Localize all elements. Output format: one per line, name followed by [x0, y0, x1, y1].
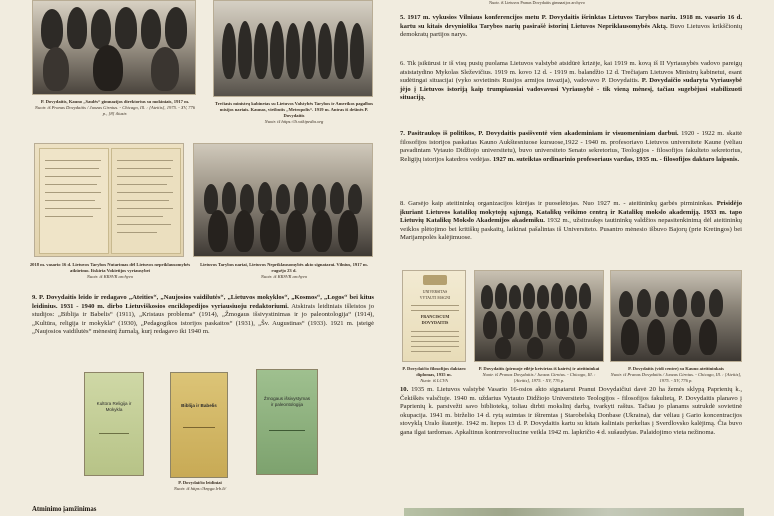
book-biblija: Biblija ir Babelis	[170, 372, 228, 478]
caption-books: P. Dovydaičio leidiniai Nuotr. iš https://knyga.lrb.lt/	[173, 480, 227, 491]
photo-ateitininkai-group	[474, 270, 604, 362]
photo-ministers-cabinet	[213, 0, 373, 97]
caption-photo-7: P. Dovydaitis (pirmoje eilėje ketvirtas iš kairės) ir ateitininkai Nuotr. iš Pranas Dovydaitis / Juozas Girnius. - Chicago, Ill. : [Ateitis], 1975. - XV, 776 p.	[478, 366, 600, 383]
bottom-photo-strip	[404, 508, 744, 516]
photo-act-document	[34, 143, 184, 257]
book-kultura: Kultūra Religija ir Mokykla	[84, 372, 144, 476]
paragraph-5: 5. 1917 m. vykusios Vilniaus konferencijos metu P. Dovydaitis išrinktas Lietuvos Tarybos nariu. 1918 m. vasario 16 d. kartu su kitais devyniolika Tarybos narių pasirašė istorinį Lietuvos Nepriklausomybės Aktą. Buvo Lietuvos krikščionių demokratų partijos narys.	[400, 14, 742, 39]
caption-photo-2: Trečiasis ministrų kabinetas su Lietuvos Valstybės Tarybos ir Amerikos pagalbos misijos nariais. Kaunas, viešbutis „Metropolis“. 1919 m. Antras iš dešinės P. Dovydaitis Nuotr. iš https://lt.wikipedia.org	[214, 101, 374, 124]
paragraph-9: 9. P. Dovydaitis leido ir redagavo „Ateities“, „Naujosios vaidilutės“, „Lietuvos mokyklos“, „Kosmos“, „Logos“ bei kitus leidinius. 1931 - 1940 m. dirbo Lietuviškosios enciklopedijos vyriausiuoju redaktoriumi. Atskirais leidiniais išleistos jo studijos: „Biblija ir Babelis“ (1911), „Kristaus problema“ (1914), „Žmogaus išsivystinimas ir jo paleontologija“ (1914), „Kultūra, religija ir mokykla“ (1930), „Pedagogikos istorijos paskaitos“ (1931), „Šv. Augustinas“ (1933). 1921 m. įsteigė „Naujosios vaidilutės“ mėnesinį žurnalą, kurį redagavo iki 1940 m.	[32, 294, 374, 336]
caption-photo-4: Lietuvos Tarybos nariai, Lietuvos Nepriklausomybės akto signatarai. Vilnius, 1917 m. rugsėjo 23 d. Nuotr. iš KRSVR archyvo	[200, 262, 368, 279]
book-zmogaus: Žmogaus išsivystymas ir paleontologija	[256, 369, 318, 475]
caption-diploma: P. Dovydaičio filosofijos daktaro diplomas, 1935 m. Nuotr. iš LCVA	[402, 366, 466, 383]
paragraph-8: 8. Garsėjo kaip ateitininkų organizacijos kūrėjas ir puoselėtojas. Nuo 1927 m. - ateitininkų garbės pirmininkas. Prisidėjo įkuriant Lietuvos katalikų mokytojų sąjungą, Katalikų veikimo centrą ir Katalikų mokslo akademiją. 1933 m. tapo Lietuvių Katalikų Mokslo Akademijos akademiku. 1932 m., užsitraukęs tautininkų valdžios nepasitenkinimą dėl ateitininkų veiklos plėtojimo bei kritiškų paskaitų, laikinai pašalintas iš Universiteto. Pusantro mėnesio išbuvo Bajorų (prie Kretingos) bei Marijampolės kalėjimuose.	[400, 200, 742, 242]
photo-school-director	[32, 0, 196, 95]
paragraph-7: 7. Pasitraukęs iš politikos, P. Dovydaitis pasišventė vien akademiniam ir visuomeniniam darbui. 1920 - 1922 m. skaitė filosofijos istorijos paskaitas Kauno Aukštesniuose kursuose,1922 - 1940 m. profesoriavo Lietuvos universitete Kaune (vėliau pavadintam Vytauto Didžiojo universitetu), buvo universiteto Senato sekretorius, Teologijos - filosofijos fakulteto sekretorius, Religijų istorijos katedros vedėjas. 1927 m. suteiktas ordinarinio profesoriaus vardas, 1935 m. - filosofijos daktaro laipsnis.	[400, 130, 742, 163]
paragraph-10: 10. 1935 m. Lietuvos valstybė Vasario 16-osios akto signatarui Pranui Dovydaičiui davė 20 ha žemės sklypą Paprienių k., Čekiškės valsčiuje. 1940 m. uždarius Vytauto Didžiojo Universiteto Teologijos - filosofijos fakultetą, P. Dovydaitis planavo į Paprienių k. parsivežti savo biblioteką, toliau dirbti mokslinį darbą, tvarkyti raštus. Tačiau jo planams sutrukdė sovietinė okupacija. 1941 m. birželio 14 d. rytą suimtas ir ištremtas į Starobelską Donbase (Ukraina), dar vėliau į Gario koncentracijos stovyklą Uralo šiaurėje. 1942 m. liepos 13 d. P. Dovydaitis kartu su kitais kaliniais perkeltas į Sverdlovsko kalėjimą. Čia buvo gana ilgai tardomas. Apkaltinus kontrrevoliucine veikla 1942 m. lapkričio 4 d. sušaudytas. Palaidojimo vieta nežinoma.	[400, 386, 742, 436]
caption-photo-8: P. Dovydaitis (vidi centre) su Kauno ateitininkais Nuotr. iš Pranas Dovydaitis / Juozas Girnius. - Chicago, Ill. : [Ateitis], 1975. - XV, 776 p.	[610, 366, 742, 383]
caption-photo-1: P. Dovydaitis, Kauno „Saulės“ gimnazijos direktorius su mokiniais, 1917 m. Nuotr. iš Pranas Dovydaitis / Juozas Girnius. - Chicago, Ill. : [Ateitis], 1975. - XV, 776 p., [8] iliustr.	[34, 99, 196, 116]
photo-diploma: UNIVERSITAS VYTAUTI MAGNI FRANCISCUM DOVYDAITIS	[402, 270, 466, 362]
paragraph-6: 6. Tik įsikūrusi ir iš visų pusių puolama Lietuvos valstybė atsidūrė krizėje, kai 1919 m. kovą iš II Vyriausybės vadovo pareigų atsistatydino Mykolas Sleževičius. 1919 m. kovo 12 d. - 1919 m. balandžio 12 d. Trečiajam Lietuvos Ministrų kabinetui, esant sudėtingai situacijai (vyko sovietinės Rusijos armijos invazija), vadovavo P. Dovydaitis. P. Dovydaičio sudaryta Vyriausybė jėjo į Lietuvos istoriją kaip trumpiausiai vadovavusi Vyriausybė - tik vieną mėnesį, tačiau sugebėjusi stabilizuoti situaciją.	[400, 60, 742, 102]
memory-section-title: Atminimo įamžinimas	[32, 506, 97, 513]
top-note: Nuotr. iš Lietuvos Pranas Dovydaitis gimnazijos archyvo	[489, 0, 585, 5]
photo-kaunas-ateitininkai	[610, 270, 742, 362]
caption-photo-3: 2018 m. vasario 16 d. Lietuvos Tarybos Nutarimas dėl Lietuvos nepriklausomybės atkūrimo. Išskiria Vokietijos vyriausybei Nuotr. iš KRSVR archyvo	[29, 262, 191, 279]
photo-council-members	[193, 143, 373, 257]
